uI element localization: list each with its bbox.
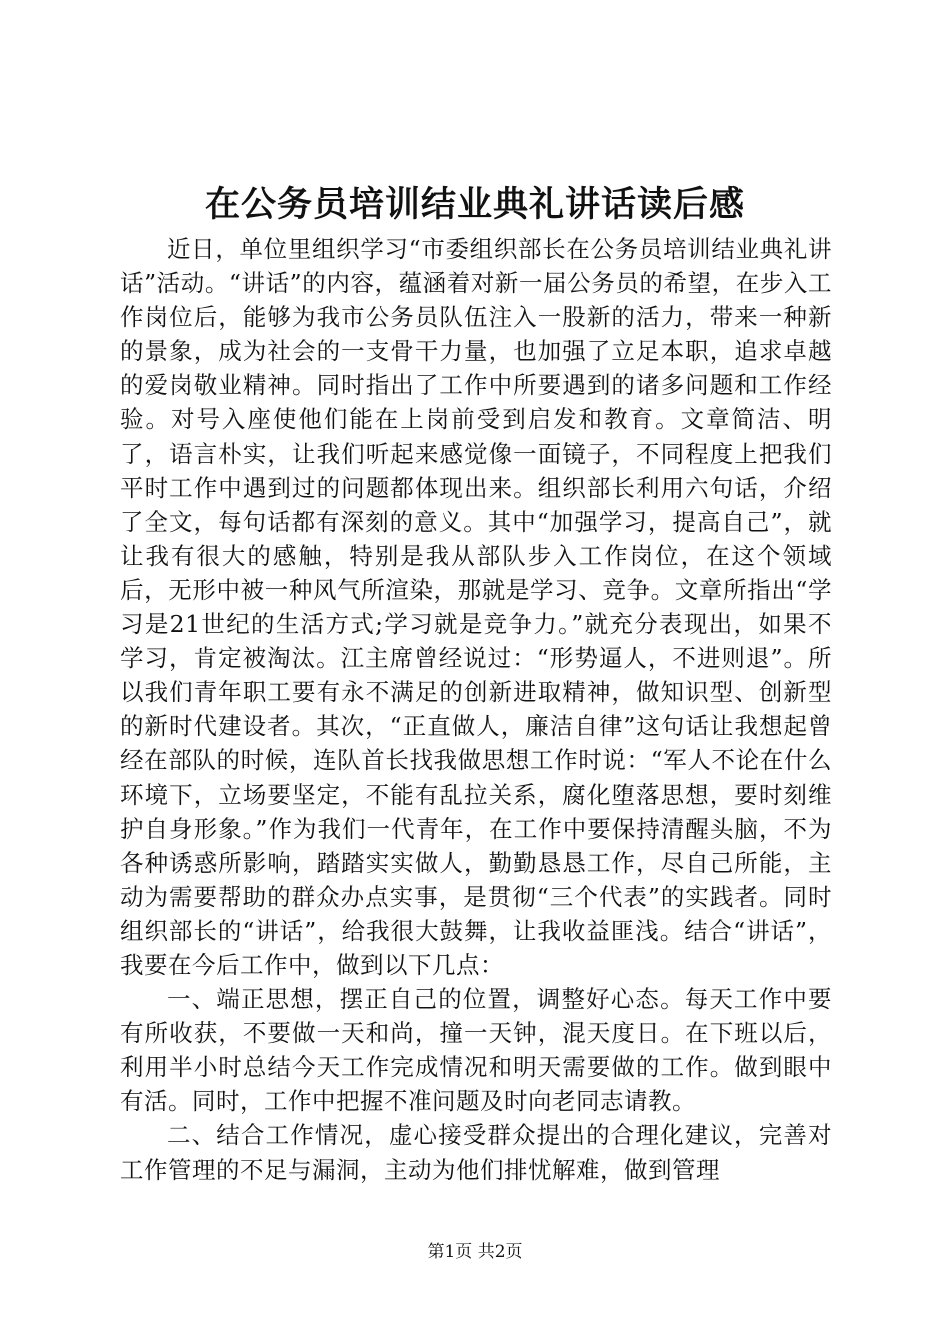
paragraph-point-two: 二、结合工作情况，虚心接受群众提出的合理化建议，完善对工作管理的不足与漏洞，主动为他们排忧解难，做到管理	[120, 1121, 832, 1184]
paragraph-intro: 近日，单位里组织学习“市委组织部长在公务员培训结业典礼讲话”活动。“讲话”的内容，蕴涵着对新一届公务员的希望，在步入工作岗位后，能够为我市公务员队伍注入一股新的活力，带来一种新的景象，成为社会的一支骨干力量，也加强了立足本职，追求卓越的爱岗敬业精神。同时指出了工作中所要遇到的诸多问题和工作经验。对号入座使他们能在上岗前受到启发和教育。文章简洁、明了，语言朴实，让我们听起来感觉像一面镜子，不同程度上把我们平时工作中遇到过的问题都体现出来。组织部长利用六句话，介绍了全文，每句话都有深刻的意义。其中“加强学习，提高自己”，就让我有很大的感触，特别是我从部队步入工作岗位，在这个领域后，无形中被一种风气所渲染，那就是学习、竞争。文章所指出“学习是21世纪的生活方式;学习就是竞争力。”就充分表现出，如果不学习，肯定被淘汰。江主席曾经说过：“形势逼人，不进则退”。所以我们青年职工要有永不满足的创新进取精神，做知识型、创新型的新时代建设者。其次，“正直做人，廉洁自律”这句话让我想起曾经在部队的时候，连队首长找我做思想工作时说：“军人不论在什么环境下，立场要坚定，不能有乱拉关系，腐化堕落思想，要时刻维护自身形象。”作为我们一代青年，在工作中要保持清醒头脑，不为各种诱惑所影响，踏踏实实做人，勤勤恳恳工作，尽自己所能，主动为需要帮助的群众办点实事，是贯彻“三个代表”的实践者。同时组织部长的“讲话”，给我很大鼓舞，让我收益匪浅。结合“讲话”，我要在今后工作中，做到以下几点：	[120, 235, 832, 979]
document-title: 在公务员培训结业典礼讲话读后感	[204, 184, 745, 225]
paragraph-point-one: 一、端正思想，摆正自己的位置，调整好心态。每天工作中要有所收获，不要做一天和尚，撞一天钟，混天度日。在下班以后，利用半小时总结今天工作完成情况和明天需要做的工作。做到眼中有活。同时，工作中把握不准问题及时向老同志请教。	[120, 985, 832, 1116]
page-number-indicator: 第1页 共2页	[427, 1242, 523, 1262]
document-body	[120, 232, 832, 1187]
